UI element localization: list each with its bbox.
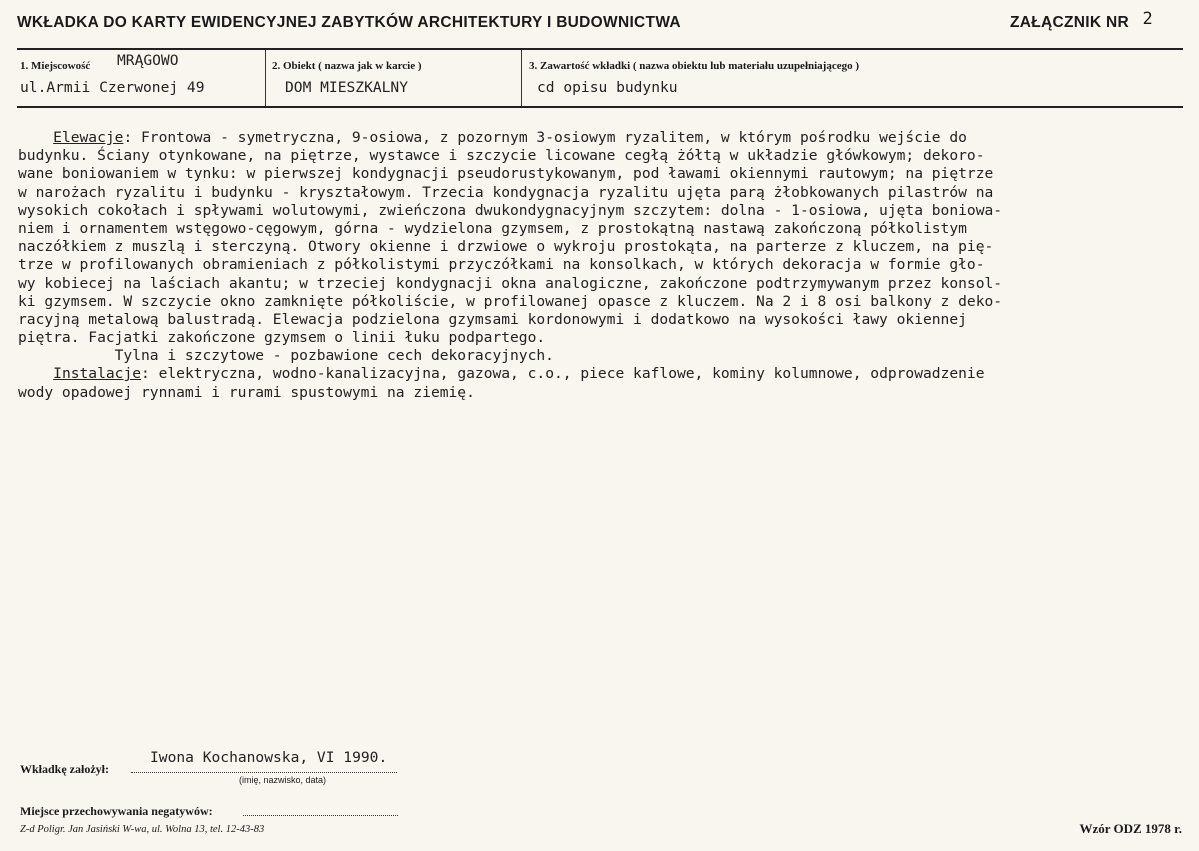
text-line: wy kobiecej na laściach akantu; w trzeciej kondygnacji okna analogiczne, zakończone podtrzymywanym przez konsol- — [18, 274, 1003, 292]
annex-label: ZAŁĄCZNIK NR — [1010, 14, 1129, 31]
object-value: DOM MIESZKALNY — [285, 79, 409, 96]
text-line — [18, 129, 1188, 147]
founder-dotted-line — [131, 772, 397, 773]
text-line: w narożach ryzalitu i budynku - kryształowym. Trzecia kondygnacja ryzalitu ujęta parą żłobkowanych pilastrów na — [18, 183, 994, 201]
address-value: ul.Armii Czerwonej 49 — [20, 79, 205, 96]
text-line-rest: : Frontowa - symetryczna, 9-osiowa, z pozornym 3-osiowym ryzalitem, w którym pośrodku wejście do — [123, 129, 967, 146]
founder-label: Wkładkę założył: — [20, 762, 109, 776]
field-divider — [265, 50, 266, 106]
elewacje-heading: Elewacje — [53, 129, 124, 146]
locality-label: 1. Miejscowość — [20, 60, 91, 72]
contents-value: cd opisu budynku — [537, 79, 678, 96]
text-line: wody opadowej rynnami i rurami spustowymi na ziemię. — [18, 383, 475, 401]
contents-label: 3. Zawartość wkładki ( nazwa obiektu lub materiału uzupełniającego ) — [529, 60, 860, 72]
founder-value: Iwona Kochanowska, VI 1990. — [150, 749, 388, 766]
text-line-rest: : elektryczna, wodno-kanalizacyjna, gazowa, c.o., piece kaflowe, kominy kolumnowe, odprowadzenie — [141, 365, 985, 383]
founder-hint: (imię, nazwisko, data) — [239, 775, 327, 785]
text-line: wane boniowaniem w tynku: w pierwszej kondygnacji pseudorustykowanym, pod ławami okiennymi rautowym; na piętrze — [18, 165, 994, 183]
text-line: naczółkiem z muszlą i sterczyną. Otwory okienne i drzwiowe o wykroju prostokąta, na parterze z kluczem, na pię- — [18, 238, 994, 256]
text-line: ki gzymsem. W szczycie okno zamknięte półkoliście, w profilowanej opasce z kluczem. Na 2 i 8 osi balkony z deko- — [18, 292, 1003, 310]
card-title: WKŁADKA DO KARTY EWIDENCYJNEJ ZABYTKÓW ARCHITEKTURY I BUDOWNICTWA — [17, 14, 681, 31]
card-header — [17, 9, 1175, 36]
field-divider — [521, 50, 522, 106]
form-model: Wzór ODZ 1978 r. — [1079, 821, 1182, 836]
text-line: budynku. Ściany otynkowane, na piętrze, wystawce i szczycie licowane cegłą żółtą w układzie główkowym; dekoro- — [18, 147, 985, 165]
text-line: piętra. Facjatki zakończone gzymsem o linii łuku podpartego. — [18, 329, 546, 347]
annex-number: 2 — [1142, 9, 1153, 29]
description-text — [18, 129, 1188, 402]
top-rule — [17, 48, 1183, 50]
text-line — [18, 365, 1188, 383]
text-line: wysokich cokołach i spływami wolutowymi, zwieńczona dwukondygnacyjnym szczytem: dolna - 1-osiowa, ujęta boniowa- — [18, 201, 1003, 219]
negatives-label: Miejsce przechowywania negatywów: — [20, 804, 213, 818]
locality-value: MRĄGOWO — [117, 52, 179, 69]
instalacje-heading: Instalacje — [53, 365, 142, 383]
text-line: niem i ornamentem wstęgowo-cęgowym, górna - wydzielona gzymsem, z prostokątną nastawą zakończoną półkolistym — [18, 219, 967, 237]
fields-bottom-rule — [17, 106, 1183, 108]
text-line: trze w profilowanych obramieniach z półkolistymi przyczółkami na konsolkach, w których dekoracja w formie gło- — [18, 256, 985, 274]
object-label: 2. Obiekt ( nazwa jak w karcie ) — [272, 60, 422, 72]
text-line: racyjną metalową balustradą. Elewacja podzielona gzymsami kordonowymi i dodatkowo na wysokości ławy okiennej — [18, 310, 967, 328]
printer-imprint: Z-d Poligr. Jan Jasiński W-wa, ul. Wolna 13, tel. 12-43-83 — [20, 824, 265, 835]
negatives-dotted-line — [243, 815, 398, 816]
text-line: Tylna i szczytowe - pozbawione cech dekoracyjnych. — [18, 347, 554, 365]
